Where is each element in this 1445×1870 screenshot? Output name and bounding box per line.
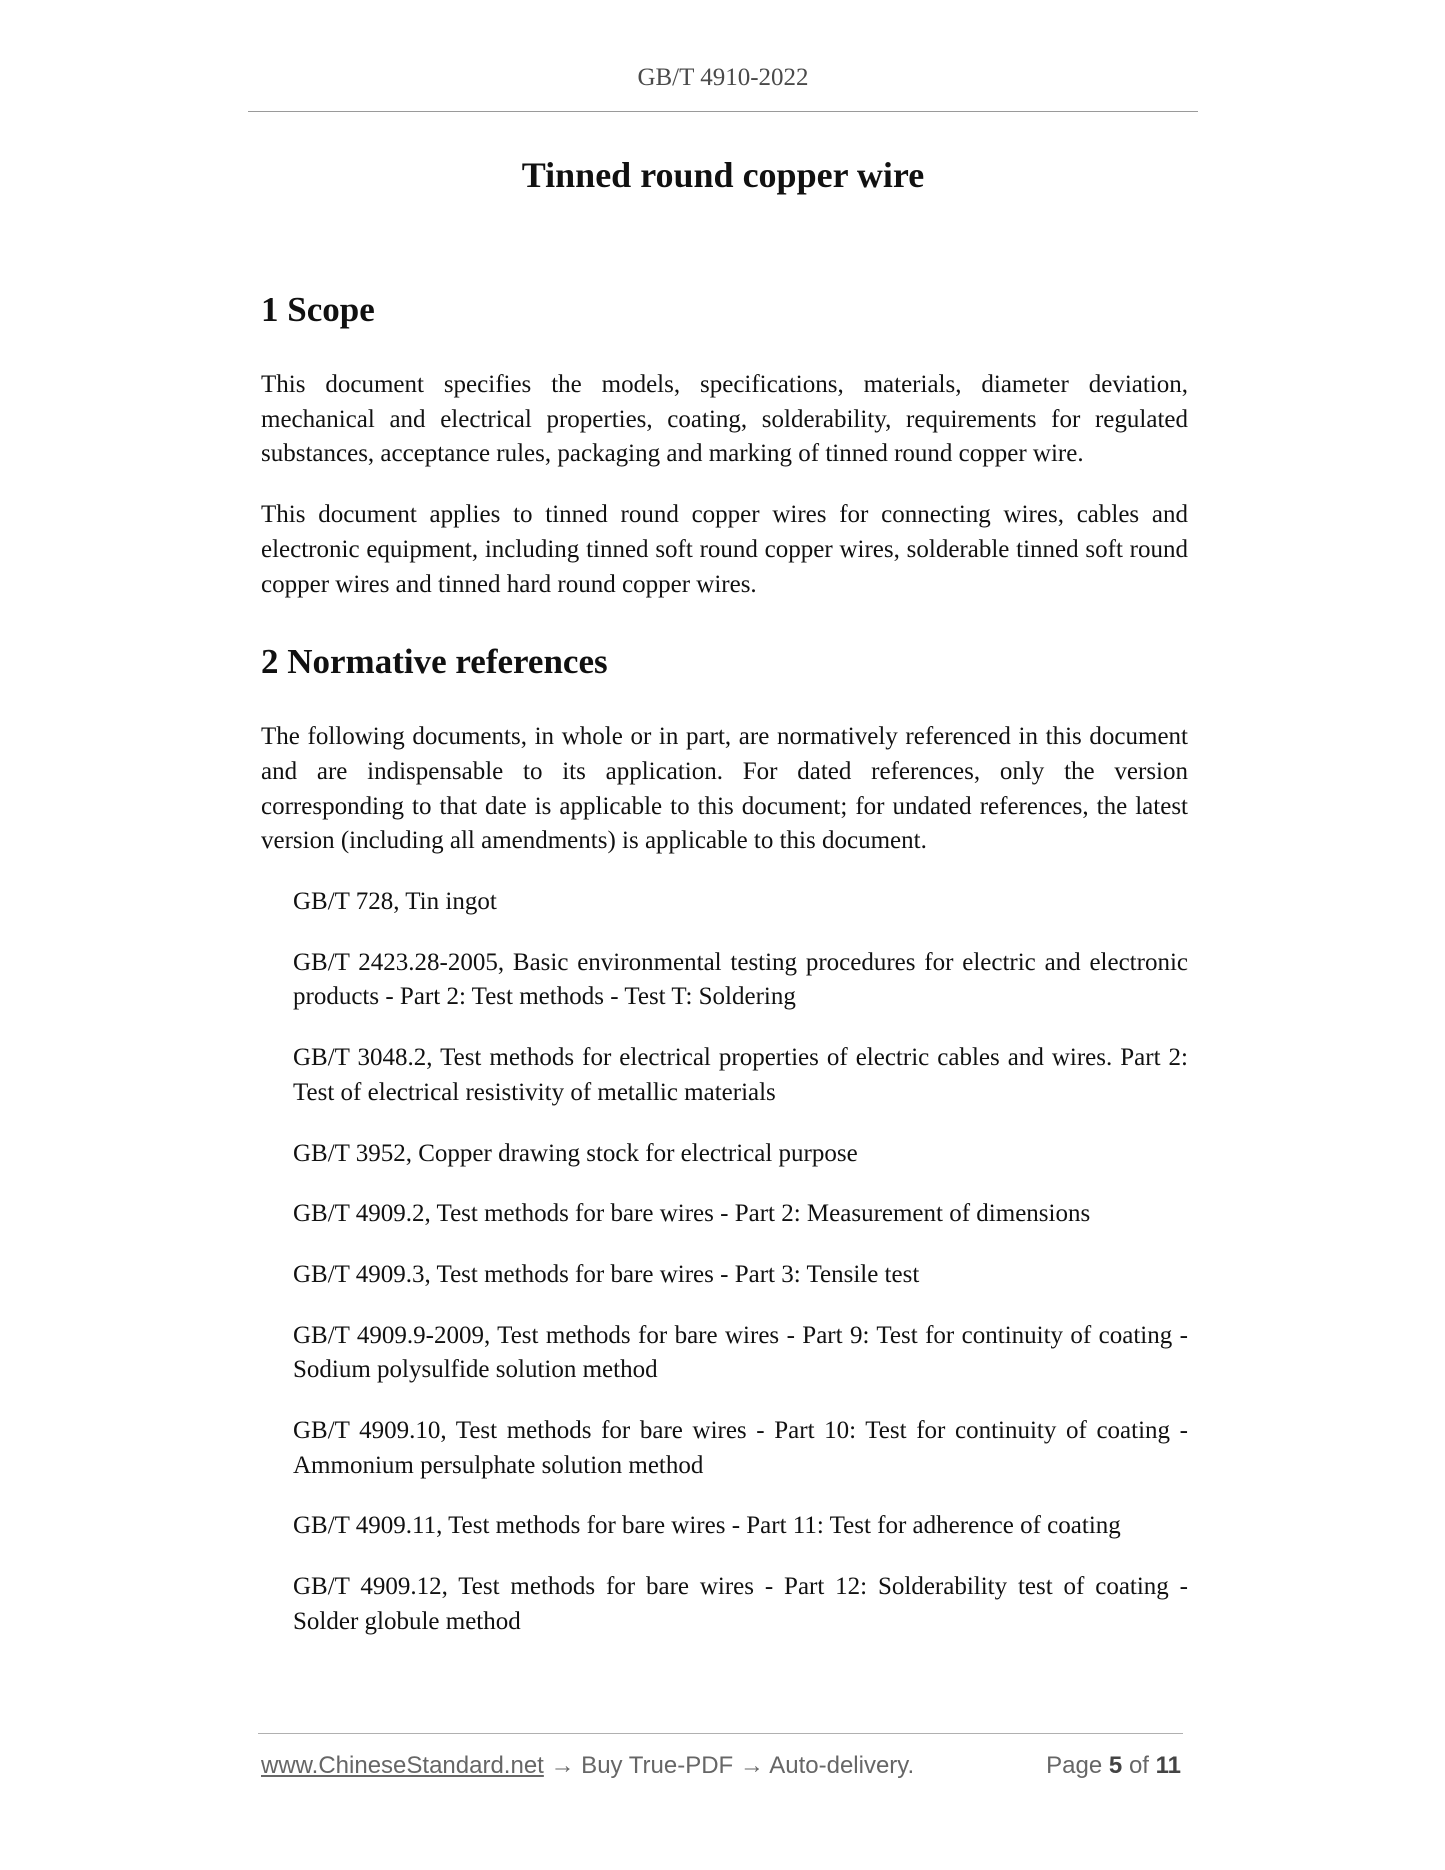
header-divider — [248, 111, 1198, 112]
current-page-number: 5 — [1108, 1752, 1123, 1779]
of-label: of — [1128, 1752, 1149, 1779]
page-indicator — [1046, 1752, 1181, 1780]
scope-paragraph: This document specifies the models, specifications, materials, diameter deviation, mechanical and electrical properties, coating, solderability, requirements for regulated substances, acceptance rules, packaging and marking of tinned round copper wire. — [261, 371, 1188, 468]
scope-paragraph: This document applies to tinned round copper wires for connecting wires, cables and electronic equipment, including tinned soft round copper wires, solderable tinned soft round copper wires and tinned hard round copper wires. — [261, 501, 1188, 598]
reference-item: GB/T 2423.28-2005, Basic environmental testing procedures for electric and electronic products - Part 2: Test methods - Test T: Soldering — [293, 948, 1188, 1011]
reference-item: GB/T 3952, Copper drawing stock for electrical purpose — [293, 1139, 858, 1167]
reference-item: GB/T 3048.2, Test methods for electrical properties of electric cables and wires. Part 2: Test of electrical resistivity of metallic materials — [293, 1044, 1188, 1106]
reference-item: GB/T 4909.3, Test methods for bare wires - Part 3: Tensile test — [293, 1260, 920, 1288]
reference-item: GB/T 4909.9-2009, Test methods for bare wires - Part 9: Test for continuity of coating - Sodium polysulfide solution method — [293, 1321, 1188, 1384]
document-code-header: GB/T 4910-2022 — [637, 64, 809, 91]
page-label: Page — [1046, 1752, 1103, 1779]
footer-divider — [258, 1733, 1183, 1734]
reference-item: GB/T 4909.12, Test methods for bare wires - Part 12: Solderability test of coating - Solder globule method — [293, 1573, 1188, 1635]
reference-item: GB/T 4909.10, Test methods for bare wires - Part 10: Test for continuity of coating - Ammonium persulphate solution method — [293, 1417, 1188, 1479]
reference-item: GB/T 4909.11, Test methods for bare wires - Part 11: Test for adherence of coating — [293, 1512, 1121, 1540]
chinesestandard-link[interactable]: www.ChineseStandard.net — [261, 1752, 544, 1779]
document-body — [261, 288, 1188, 1666]
footer-promo-text: → Buy True-PDF → Auto-delivery. — [543, 1752, 915, 1779]
total-pages-number: 11 — [1155, 1752, 1181, 1779]
reference-list — [261, 885, 1188, 1640]
reference-item: GB/T 4909.2, Test methods for bare wires - Part 2: Measurement of dimensions — [293, 1200, 1091, 1228]
section-heading-normative-references: 2 Normative references — [261, 642, 608, 682]
document-title: Tinned round copper wire — [521, 155, 925, 195]
normative-references-intro: The following documents, in whole or in part, are normatively referenced in this document and are indispensable to its application. For dated references, only the version corresponding to that date is applicable to this document; for undated references, the latest version (including all amendments) is applicable to this document. — [261, 723, 1188, 855]
reference-item: GB/T 728, Tin ingot — [293, 888, 497, 916]
section-heading-scope: 1 Scope — [261, 290, 375, 329]
page-footer — [261, 1752, 1181, 1780]
